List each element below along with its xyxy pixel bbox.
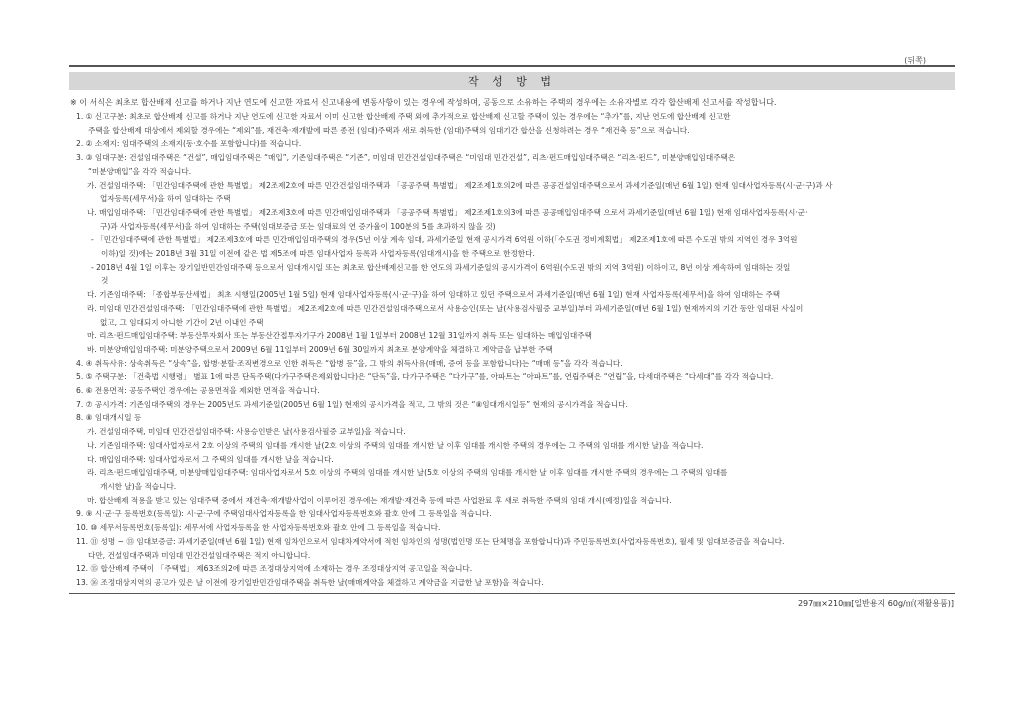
instruction-line: 2. ② 소재지: 임대주택의 소재지(동·호수를 포함합니다)를 적습니다. (76, 139, 302, 149)
instruction-line: 7. ⑦ 공시가격: 기존임대주택의 경우는 2005년도 과세기준일(2005년 6월 1일) 현재의 공시가격을 적고, 그 밖의 것은 “⑧임대개시일등” 현재의 공시가격을 적습니다. (76, 399, 628, 409)
instruction-line: 것 (101, 276, 109, 286)
instruction-line: 바. 미분양매입임대주택: 미분양주택으로서 2009년 6월 11일부터 2009년 6월 30일까지 최초로 분양계약을 체결하고 계약금을 납부한 주택 (87, 344, 553, 354)
instruction-line: “미분양매입”을 각각 적습니다. (88, 166, 192, 176)
top-rule (69, 65, 955, 67)
instruction-line: 3. ③ 임대구분: 건설임대주택은 “건설”, 매입임대주택은 “매입”, 기존임대주택은 “기존”, 미임대 민간건설임대주택은 “미임대 민간건설”, 리츠·펀드매입임대주택은 “리츠·펀드”, 미분양매입임대주택은 (76, 153, 736, 163)
title-band (69, 72, 955, 90)
instruction-line: 13. ⑯ 조정대상지역의 공고가 있은 날 이전에 장기일반민간임대주택을 취득한 날(매매계약을 체결하고 계약금을 지급한 날 포함)을 적습니다. (76, 577, 544, 587)
instruction-line: 나. 기존임대주택: 임대사업자로서 2호 이상의 주택의 임대를 개시한 날(2호 이상의 주택의 임대를 개시한 날 이후 임대를 개시한 주택의 경우에는 그 주택의 임대를 개시한 날)을 적습니다. (87, 440, 704, 450)
instruction-line: 12. ⑮ 합산배제 주택이 「주택법」 제63조의2에 따른 조정대상지역에 소재하는 경우 조정대상지역 공고일을 적습니다. (76, 564, 473, 574)
instruction-line: 라. 리츠·펀드매입임대주택, 미분양매입임대주택: 임대사업자로서 5호 이상의 주택의 임대를 개시한 날(5호 이상의 주택의 임대를 개시한 날 이후 임대를 개시한 주택의 경우에는 그 주택의 임대를 (87, 468, 728, 478)
instruction-line: 8. ⑧ 임대개시일 등 (76, 413, 142, 423)
instruction-line: 가. 건설임대주택: 「민간임대주택에 관한 특별법」 제2조제2호에 따른 민간건설임대주택과 「공공주택 특별법」 제2조제1호의2에 따른 공공건설임대주택으로서 과세기준일(매년 6월 1일) 현재 임대사업자등록(시·군·구)과 사 (87, 180, 833, 190)
instruction-line: 가. 건설임대주택, 미임대 민간건설임대주택: 사용승인받은 날(사용검사필증 교부일)을 적습니다. (87, 427, 406, 437)
instruction-line: 마. 합산배제 적용을 받고 있는 임대주택 중에서 재건축·재개발사업이 이루어진 경우에는 재개발·재건축 등에 따른 사업완료 후 새로 취득한 주택의 임대 개시(예정)일을 적습니다. (87, 495, 672, 505)
instruction-line: 5. ⑤ 주택구분: 「건축법 시행령」 별표 1에 따른 단독주택(다가구주택은제외합니다)은 “단독”을, 다가구주택은 “다가구”를, 아파트는 “아파트”를, 연립주택은 “연립”을, 다세대주택은 “다세대”를 각각 적습니다. (76, 372, 774, 382)
intro-note: ※ 이 서식은 최초로 합산배제 신고를 하거나 지난 연도에 신고한 자료서 신고내용에 변동사항이 있는 경우에 작성하며, 공동으로 소유하는 주택의 경우에는 소유자별로 각각 합산배제 신고서를 작성합니다. (70, 98, 777, 107)
instruction-line: 다만, 건설임대주택과 미임대 민간건설임대주택은 적지 아니합니다. (88, 550, 311, 560)
instruction-line: 1. ① 신고구분: 최초로 합산배제 신고를 하거나 지난 연도에 신고한 자료서 이미 신고한 합산배제 주택 외에 추가적으로 합산배제 신고할 주택이 있는 경우에는 “추가”를, 지난 연도에 합산배제 신고한 (76, 112, 731, 121)
instruction-line: 6. ⑥ 전용면적: 공동주택인 경우에는 공용면적을 제외한 면적을 적습니다. (76, 386, 320, 396)
instruction-line: - 「민간임대주택에 관한 특별법」 제2조제3호에 따른 민간매입임대주택의 경우(5년 이상 계속 임대, 과세기준일 현재 공시가격 6억원 이하(「수도권 정비계획법」 제2조제1호에 따른 수도권 밖의 지역인 경우 3억원 (91, 235, 798, 245)
section-title: 작 성 방 법 (468, 75, 556, 88)
instruction-line: 마. 리츠·펀드매입임대주택: 부동산투자회사 또는 부동산간접투자기구가 2008년 1월 1일부터 2008년 12월 31일까지 취득 또는 임대하는 매입임대주택 (87, 331, 592, 341)
instruction-line: 개시한 날)을 적습니다. (100, 481, 177, 491)
instruction-line: 4. ④ 취득사유: 상속취득은 “상속”을, 합병·분할·조직변경으로 인한 취득은 “합병 등”을, 그 밖의 취득사유(매매, 증여 등을 포함합니다)는 “매매 등”을 각각 적습니다. (76, 358, 623, 368)
instruction-line: 10. ⑩ 세무서등록번호(등록일): 세무서에 사업자등록을 한 사업자등록번호와 괄호 안에 그 등록일을 적습니다. (76, 523, 441, 533)
instruction-line: - 2018년 4월 1일 이후는 장기일반민간임대주택 등으로서 임대개시일 또는 최초로 합산배제신고를 한 연도의 과세기준일의 공시가격이 6억원(수도권 밖의 지역 3억원) 이하이고, 8년 이상 계속하여 임대하는 것일 (91, 262, 791, 272)
page-label: (뒤쪽) (904, 56, 926, 65)
instruction-line: 라. 미임대 민간건설임대주택: 「민간임대주택에 관한 특별법」 제2조제2호에 따른 민간건설임대주택으로서 사용승인(또는 날(사용검사필증 교부일)부터 과세기준일(매년 6월 1일) 현재까지의 기간 동안 임대된 사실이 (87, 303, 804, 313)
instruction-line: 나. 매입임대주택: 「민간임대주택에 관한 특별법」 제2조제3호에 따른 민간매입임대주택과 「공공주택 특별법」 제2조제1호의3에 따른 공공매입임대주택 으로서 과세기준일(매년 6월 1일) 현재 임대사업자등록(시·군· (87, 207, 808, 217)
instruction-line: 구)과 사업자등록(세무서)을 하여 임대하는 주택(임대보증금 또는 임대료의 연 증가율이 100분의 5를 초과하지 않을 것) (100, 221, 496, 231)
instruction-line: 다. 매입임대주택: 임대사업자로서 그 주택의 임대를 개시한 날을 적습니다. (87, 454, 334, 464)
instructions-body (70, 96, 952, 590)
instruction-line: 다. 기존임대주택: 「종합부동산세법」 최초 시행일(2005년 1월 5일) 현재 임대사업자등록(시·군·구)을 하여 임대하고 있던 주택으로서 과세기준일(매년 6월 1일) 현재 사업자등록(세무서)을 하여 임대하는 주택 (87, 290, 781, 300)
instruction-line: 11. ⑪ 성명 ~ ⑬ 임대보증금: 과세기준일(매년 6월 1일) 현재 임차인으로서 임대차계약서에 적힌 임차인의 성명(법인명 또는 단체명을 포함합니다)과 주민등록번호(사업자등록번호), 월세 및 임대보증금을 적습니다. (76, 536, 785, 546)
instruction-line: 9. ⑨ 시·군·구 등록번호(등록일): 시·군·구에 주택임대사업자등록을 한 임대사업자등록번호와 괄호 안에 그 등록일을 적습니다. (76, 509, 492, 519)
instruction-line: 이하)일 것)에는 2018년 3월 31일 이전에 같은 법 제5조에 따른 임대사업자 등록과 사업자등록(임대개시)을 한 주택으로 한정한다. (101, 249, 535, 259)
instruction-line: 업자등록(세무서)을 하여 임대하는 주택 (100, 194, 231, 204)
instruction-line: 없고, 그 임대되지 아니한 기간이 2년 이내인 주택 (100, 317, 264, 327)
instruction-line: 주택을 합산배제 대상에서 제외할 경우에는 “제외”를, 재건축·재개발에 따른 종전 (임대)주택과 새로 취득한 (임대)주택의 임대기간 합산을 신청하려는 경우 “재건축 등”으로 적습니다. (88, 125, 690, 135)
bottom-rule (69, 593, 955, 594)
paper-spec-footer: 297㎜×210㎜[일반용지 60g/㎡(재활용품)] (797, 599, 954, 608)
